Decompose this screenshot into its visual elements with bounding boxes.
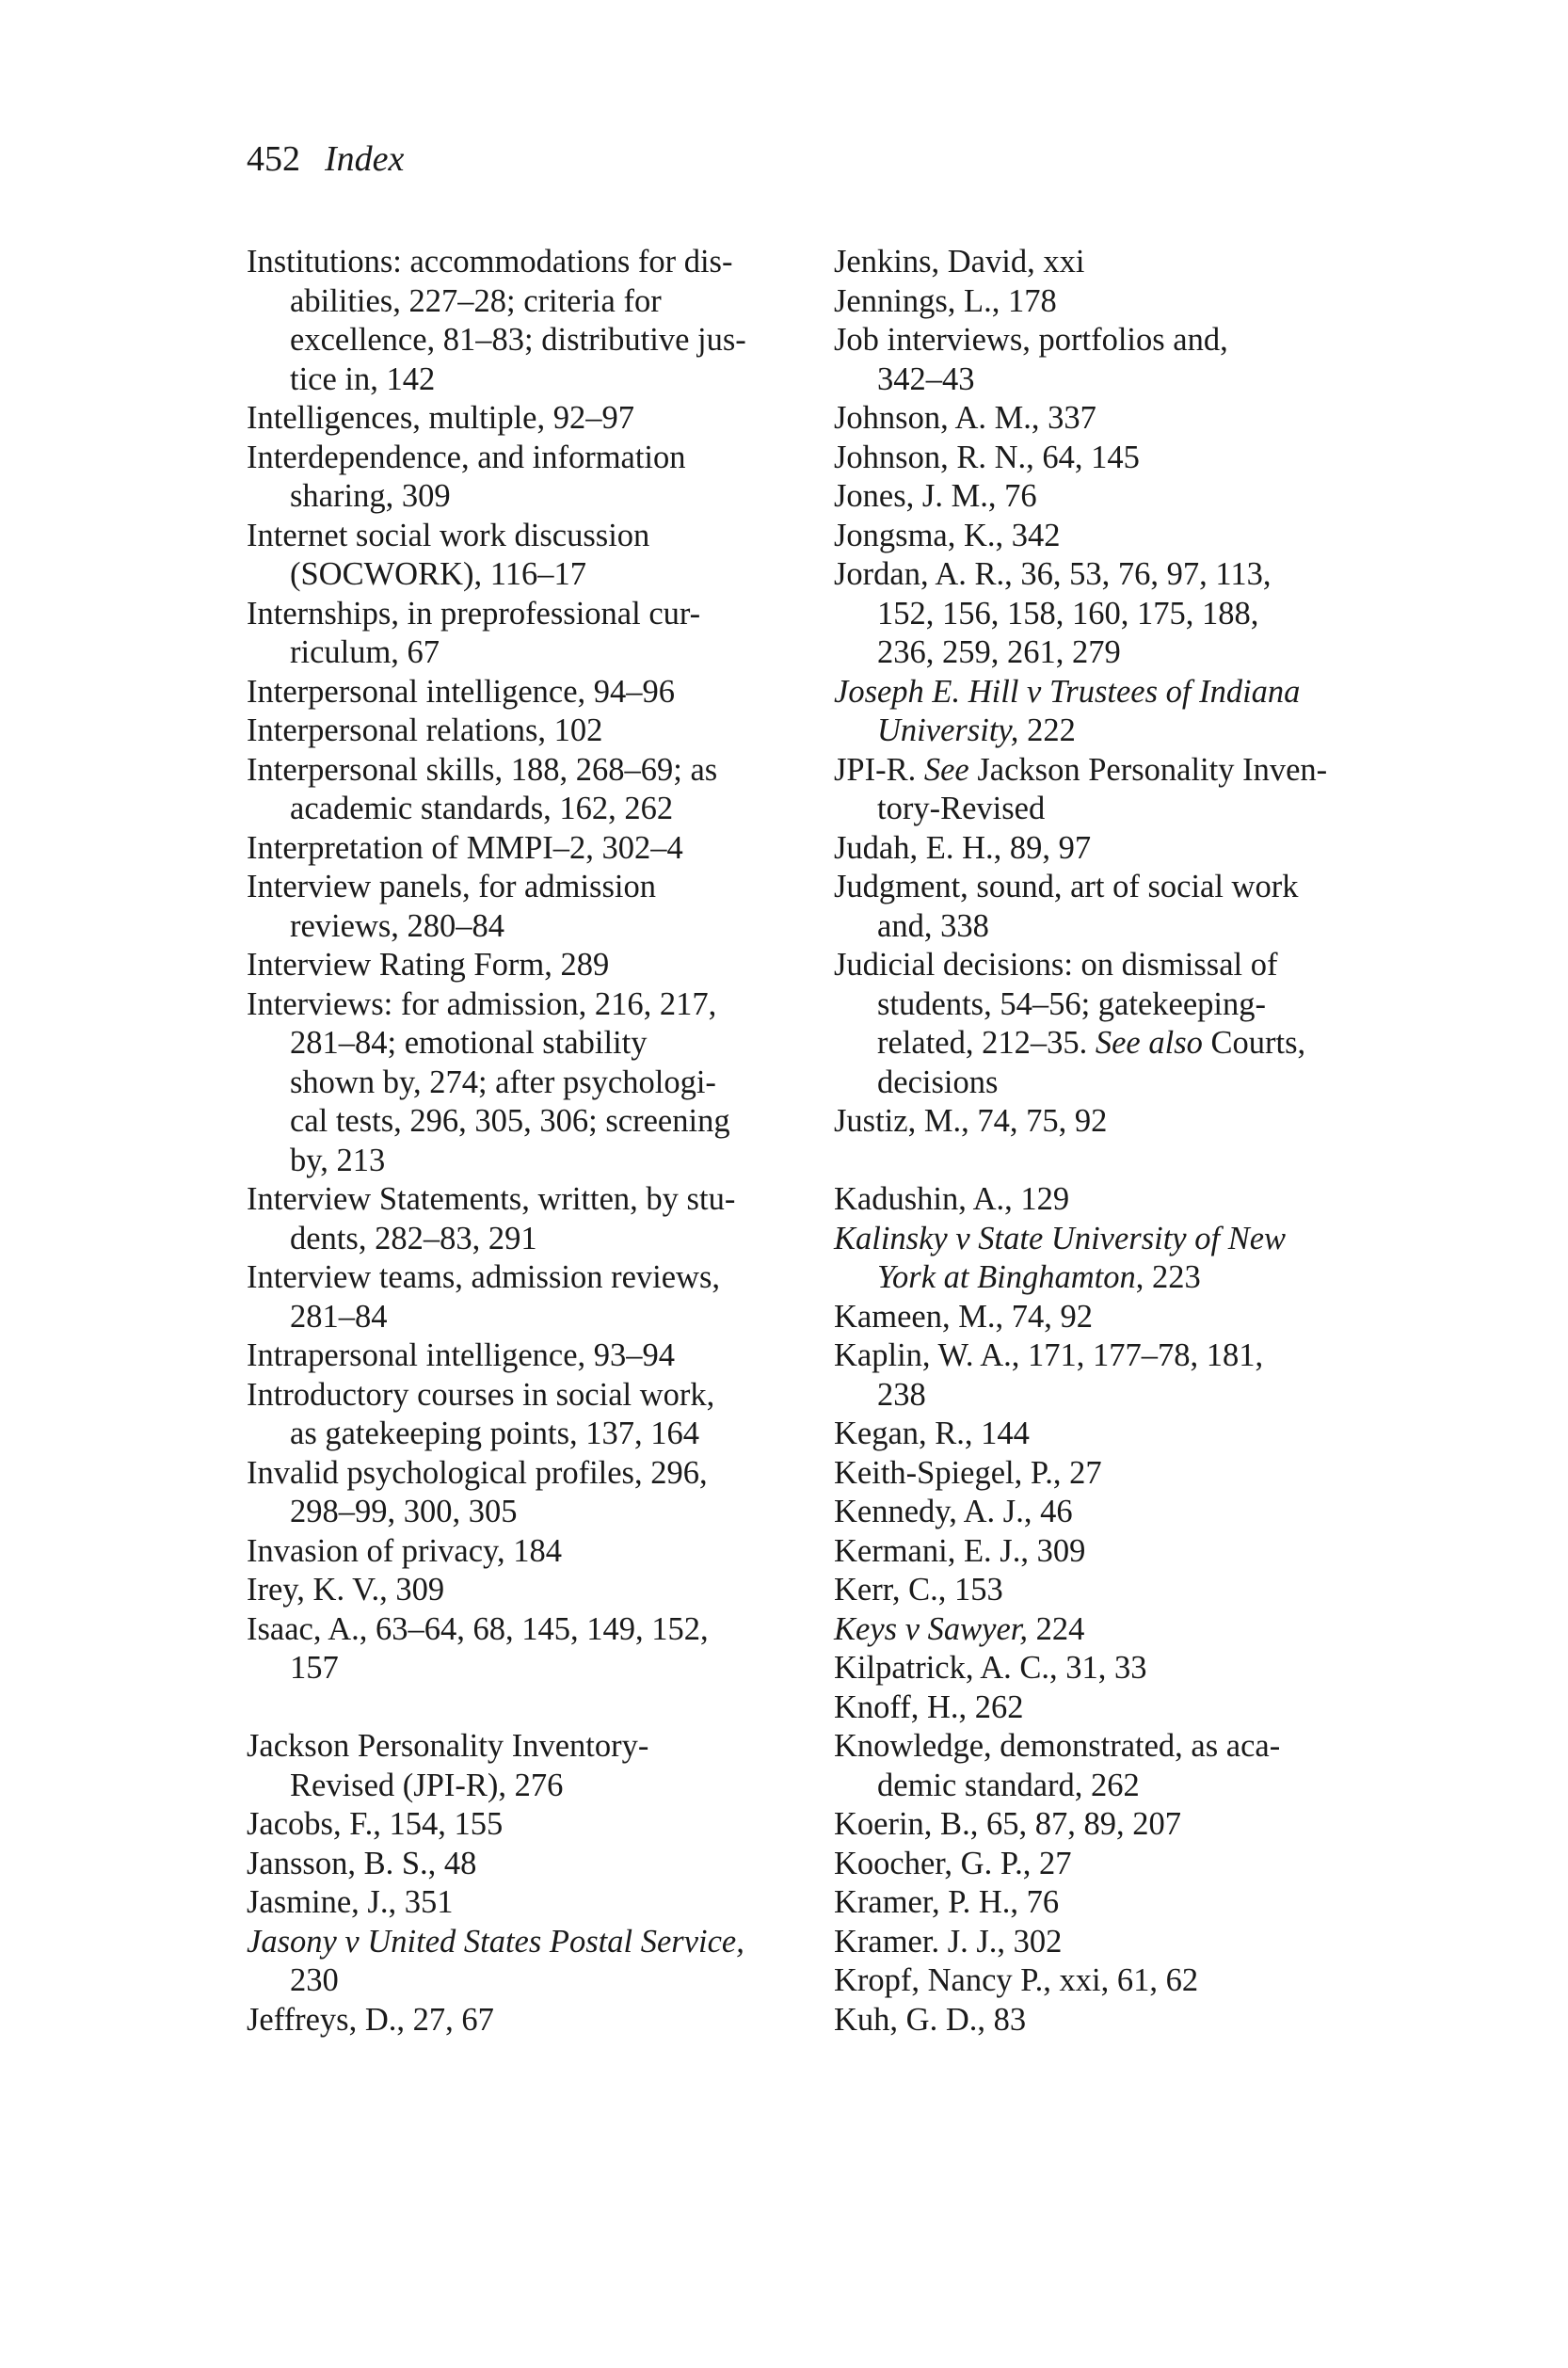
index-entry — [247, 1805, 774, 1845]
index-entry — [247, 517, 774, 595]
index-entry-line: Interpersonal relations, 102 — [247, 712, 603, 748]
index-entry-segment: Joseph E. Hill v Trustees of Indiana — [834, 673, 1301, 710]
index-entry-line: Kramer. J. J., 302 — [834, 1923, 1063, 1960]
index-entry-line: Knoff, H., 262 — [834, 1688, 1024, 1725]
index-entry-line: sharing, 309 — [290, 478, 451, 514]
index-entry — [834, 673, 1361, 751]
index-entry-segment: tory-Revised — [877, 791, 1046, 826]
index-entry — [247, 868, 774, 946]
index-column-right — [834, 243, 1361, 2040]
index-entry-line: as gatekeeping points, 137, 164 — [290, 1416, 700, 1451]
index-entry — [834, 1688, 1361, 1728]
index-entry-line: shown by, 274; after psychologi- — [290, 1064, 716, 1100]
index-entry — [834, 243, 1361, 282]
index-entry-line: Kaplin, W. A., 171, 177–78, 181, — [834, 1337, 1264, 1373]
index-entry — [834, 1923, 1361, 1962]
index-entry — [834, 1805, 1361, 1845]
index-entry-line: Irey, K. V., 309 — [247, 1572, 445, 1608]
index-entry-segment: , 223 — [1135, 1259, 1201, 1295]
index-entry — [834, 1532, 1361, 1572]
index-entry — [247, 1923, 774, 2001]
index-entry-line: Koocher, G. P., 27 — [834, 1845, 1072, 1881]
index-entry — [834, 829, 1361, 869]
index-entry-line: 236, 259, 261, 279 — [877, 634, 1121, 670]
index-entry-line: reviews, 280–84 — [290, 907, 505, 944]
index-entry-line: Interpersonal skills, 188, 268–69; as — [247, 751, 718, 788]
index-entry — [834, 321, 1361, 399]
index-entry-line: Jennings, L., 178 — [834, 282, 1057, 319]
index-entry-segment: JPI-R. — [834, 751, 924, 788]
index-entry-line: 281–84 — [290, 1298, 388, 1335]
index-entry — [247, 1571, 774, 1610]
index-entry — [247, 751, 774, 829]
index-column-left — [247, 243, 774, 2040]
section-title: Index — [325, 139, 405, 179]
index-entry-line: Keith-Spiegel, P., 27 — [834, 1454, 1102, 1491]
index-entry — [834, 868, 1361, 946]
index-entry — [247, 2001, 774, 2040]
index-entry — [247, 399, 774, 439]
index-entry-line: and, 338 — [877, 907, 989, 944]
index-entry-line: Interpretation of MMPI–2, 302–4 — [247, 829, 683, 866]
index-entry — [247, 595, 774, 673]
index-entry-line: Judah, E. H., 89, 97 — [834, 829, 1092, 866]
index-entry — [834, 1493, 1361, 1532]
index-entry-line: Jordan, A. R., 36, 53, 76, 97, 113, — [834, 556, 1272, 592]
index-entry — [247, 1883, 774, 1923]
index-entry-segment: Kalinsky v State University of New — [834, 1220, 1287, 1256]
index-entry — [834, 1220, 1361, 1298]
index-entry-line: Kegan, R., 144 — [834, 1416, 1030, 1451]
index-entry-segment: Courts, — [1202, 1025, 1306, 1061]
index-entry — [247, 243, 774, 399]
index-entry-line: Isaac, A., 63–64, 68, 145, 149, 152, — [247, 1610, 709, 1647]
index-entry-line: cal tests, 296, 305, 306; screening — [290, 1103, 730, 1139]
index-entry-line: 281–84; emotional stability — [290, 1025, 648, 1061]
index-entry-line: Interview Statements, written, by stu- — [247, 1181, 736, 1217]
index-entry — [834, 517, 1361, 556]
running-head — [247, 141, 404, 177]
index-entry-line: Kadushin, A., 129 — [834, 1181, 1070, 1217]
index-entry-line: Jenkins, David, xxi — [834, 244, 1085, 280]
index-entry-line: Interview panels, for admission — [247, 869, 656, 904]
index-entry-line: Jasmine, J., 351 — [247, 1884, 454, 1920]
index-entry — [247, 946, 774, 985]
index-entry-segment: Keys v Sawyer, — [834, 1610, 1028, 1647]
index-entry-line: Interview Rating Form, 289 — [247, 947, 610, 983]
index-entry-line: academic standards, 162, 262 — [290, 791, 674, 826]
index-entry-line: 238 — [877, 1376, 926, 1413]
index-entry — [247, 1845, 774, 1884]
index-entry-line: 298–99, 300, 305 — [290, 1494, 518, 1529]
index-entry — [247, 712, 774, 751]
index-entry-line: Jansson, B. S., 48 — [247, 1845, 477, 1881]
index-entry-line: Jongsma, K., 342 — [834, 517, 1061, 553]
index-entry — [834, 1298, 1361, 1337]
index-entry-line: Job interviews, portfolios and, — [834, 322, 1228, 358]
index-entry-line: Kramer, P. H., 76 — [834, 1884, 1060, 1920]
index-entry — [834, 751, 1361, 829]
index-entry-segment: decisions — [877, 1064, 999, 1100]
index-entry-segment: 222 — [1018, 712, 1076, 748]
index-entry — [834, 1610, 1361, 1650]
index-entry-line: (SOCWORK), 116–17 — [290, 556, 586, 592]
index-entry-line: riculum, 67 — [290, 634, 440, 670]
index-entry — [247, 1180, 774, 1258]
index-entry — [834, 1336, 1361, 1415]
index-entry-line: by, 213 — [290, 1142, 386, 1178]
index-entry — [247, 1454, 774, 1532]
index-entry-line: Jasony v United States Postal Service, — [247, 1923, 744, 1960]
index-entry — [834, 1180, 1361, 1220]
index-entry-segment: Judicial decisions: on dismissal of — [834, 947, 1278, 983]
index-entry-line: Interviews: for admission, 216, 217, — [247, 985, 717, 1022]
index-entry-line: Judgment, sound, art of social work — [834, 869, 1299, 904]
index-entry — [247, 439, 774, 517]
index-entry-line: Knowledge, demonstrated, as aca- — [834, 1728, 1281, 1764]
index-entry-line: Justiz, M., 74, 75, 92 — [834, 1103, 1108, 1139]
index-entry-line: Kuh, G. D., 83 — [834, 2001, 1027, 2038]
index-entry — [247, 985, 774, 1181]
index-entry-line: Intelligences, multiple, 92–97 — [247, 400, 634, 436]
index-entry-line: Kameen, M., 74, 92 — [834, 1298, 1093, 1335]
index-entry-line: Johnson, A. M., 337 — [834, 400, 1096, 436]
index-entry-line: 230 — [290, 1962, 339, 1998]
index-entry-line: Introductory courses in social work, — [247, 1376, 715, 1413]
index-entry-line: Koerin, B., 65, 87, 89, 207 — [834, 1806, 1181, 1842]
index-entry-line: abilities, 227–28; criteria for — [290, 282, 662, 319]
index-entry-line: Kerr, C., 153 — [834, 1572, 1003, 1608]
index-entry-line: Jeffreys, D., 27, 67 — [247, 2001, 494, 2038]
index-entry-line: Jones, J. M., 76 — [834, 478, 1037, 514]
index-entry-line: tice in, 142 — [290, 360, 436, 397]
index-entry — [834, 399, 1361, 439]
index-entry-line: Interview teams, admission reviews, — [247, 1259, 720, 1295]
index-entry — [834, 439, 1361, 478]
index-entry-line: Kermani, E. J., 309 — [834, 1532, 1086, 1569]
index-entry — [834, 1454, 1361, 1494]
index-entry-line: Jacobs, F., 154, 155 — [247, 1806, 504, 1842]
index-entry-line: dents, 282–83, 291 — [290, 1220, 537, 1256]
index-entry — [834, 477, 1361, 517]
index-entry — [834, 282, 1361, 322]
index-entry — [834, 1845, 1361, 1884]
index-entry — [834, 1727, 1361, 1805]
index-entry — [834, 946, 1361, 1102]
index-entry-line: excellence, 81–83; distributive jus- — [290, 322, 746, 358]
index-entry — [834, 555, 1361, 673]
index-entry-segment: related, 212–35. — [877, 1025, 1096, 1061]
index-entry — [247, 829, 774, 869]
index-entry-segment: See — [923, 751, 969, 788]
index-entry — [247, 1727, 774, 1805]
index-entry-line: 157 — [290, 1650, 339, 1686]
index-entry — [834, 2001, 1361, 2040]
index-entry-line: Interpersonal intelligence, 94–96 — [247, 673, 676, 710]
index-entry-line: Internet social work discussion — [247, 517, 650, 553]
index-entry — [834, 1961, 1361, 2001]
index-entry-segment: 224 — [1028, 1610, 1085, 1647]
index-entry — [247, 1258, 774, 1336]
index-entry — [834, 1102, 1361, 1142]
index-entry — [834, 1415, 1361, 1454]
index-entry-line: Kennedy, A. J., 46 — [834, 1494, 1073, 1529]
index-entry-segment: See also — [1095, 1025, 1203, 1061]
index-entry-segment: Jackson Personality Inven- — [968, 751, 1328, 788]
index-entry-segment: University, — [877, 712, 1019, 748]
index-entry-line: Revised (JPI-R), 276 — [290, 1767, 564, 1803]
index-entry — [834, 1649, 1361, 1688]
index-entry-line: Kropf, Nancy P., xxi, 61, 62 — [834, 1962, 1199, 1998]
index-entry-segment: students, 54–56; gatekeeping- — [877, 985, 1266, 1022]
index-entry-segment: York at Binghamton — [877, 1259, 1136, 1295]
page-number: 452 — [247, 139, 300, 179]
index-entry-line: Jackson Personality Inventory- — [247, 1728, 649, 1764]
index-entry-line: Invalid psychological profiles, 296, — [247, 1454, 708, 1491]
index-entry-line: Institutions: accommodations for dis- — [247, 244, 733, 280]
index-entry — [834, 1883, 1361, 1923]
index-entry-line: Johnson, R. N., 64, 145 — [834, 439, 1140, 475]
index-entry — [247, 1610, 774, 1688]
index-entry-line: Interdependence, and information — [247, 439, 686, 475]
index-entry — [247, 1532, 774, 1572]
index-entry — [247, 1336, 774, 1376]
index-entry — [247, 673, 774, 712]
index-entry-line: 342–43 — [877, 360, 975, 397]
index-entry-line: Intrapersonal intelligence, 93–94 — [247, 1337, 676, 1373]
index-entry-line: Internships, in preprofessional cur- — [247, 595, 701, 632]
index-entry-line: demic standard, 262 — [877, 1767, 1140, 1803]
index-entry — [247, 1376, 774, 1454]
index-entry-line: Kilpatrick, A. C., 31, 33 — [834, 1650, 1147, 1686]
index-entry-line: 152, 156, 158, 160, 175, 188, — [877, 595, 1259, 632]
index-entry — [834, 1571, 1361, 1610]
index-entry-line: Invasion of privacy, 184 — [247, 1532, 563, 1569]
